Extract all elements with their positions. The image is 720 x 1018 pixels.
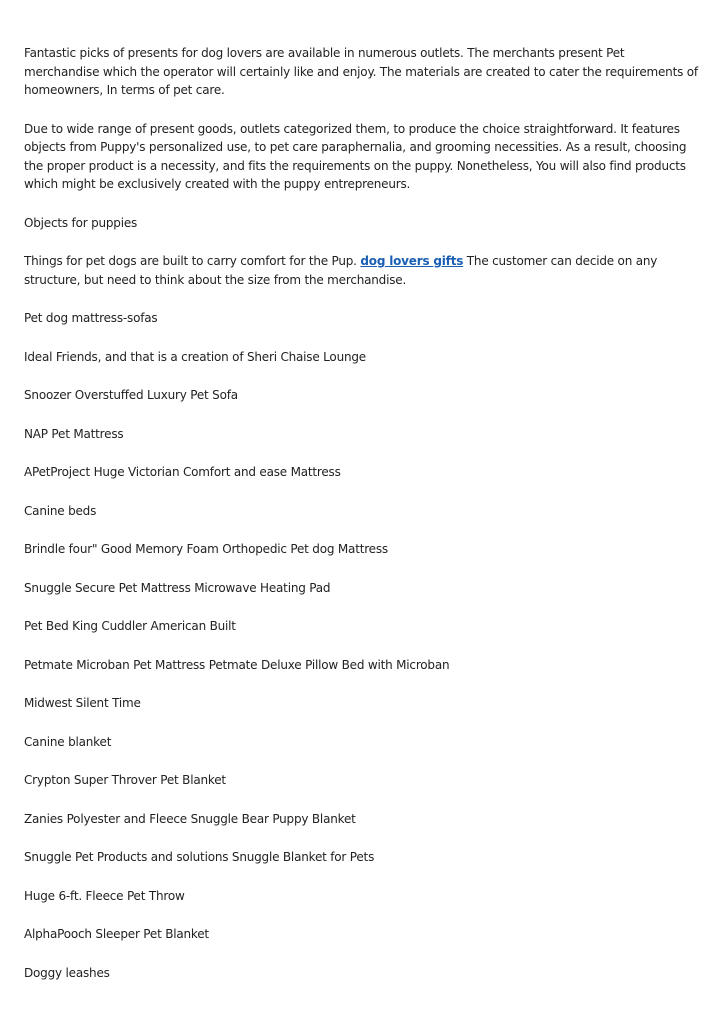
range-paragraph: Due to wide range of present goods, outlets categorized them, to produce the choice straightforward. It features objects from Puppy's personalized use, to pet care paraphernalia, and grooming necessities. As a result, choosing the proper product is a necessity, and fits the requirements on the puppy. Nonetheless, You will also find products which might be exclusively created with the puppy entrepreneurs.	[24, 121, 687, 191]
list-item: Zanies Polyester and Fleece Snuggle Bear Puppy Blanket	[24, 811, 356, 826]
list-item: Crypton Super Throver Pet Blanket	[24, 773, 226, 787]
list-item: Doggy leashes	[24, 965, 110, 980]
list-item: Midwest Silent Time	[24, 696, 141, 710]
things-paragraph	[24, 252, 700, 289]
intro-paragraph: Fantastic picks of presents for dog lovers are available in numerous outlets. The merchants present Pet merchandise which the operator will certainly like and enjoy. The materials are created to cater the requirements of homeowners, In terms of pet care.	[24, 46, 698, 97]
list-item: Snoozer Overstuffed Luxury Pet Sofa	[24, 388, 238, 402]
list-item: Ideal Friends, and that is a creation of Sheri Chaise Lounge	[24, 349, 366, 364]
list-item: Huge 6-ft. Fleece Pet Throw	[24, 888, 185, 903]
list-item: Brindle four" Good Memory Foam Orthopedic Pet dog Mattress	[24, 542, 388, 556]
objects-heading: Objects for puppies	[24, 215, 138, 230]
document-body	[24, 44, 700, 1002]
list-item: Canine blanket	[24, 734, 112, 749]
list-item: Snuggle Secure Pet Mattress Microwave Heating Pad	[24, 580, 331, 595]
things-text-before: Things for pet dogs are built to carry comfort for the Pup.	[24, 254, 361, 268]
dog-lovers-gifts-link[interactable]: dog lovers gifts	[360, 254, 464, 268]
list-item: Pet Bed King Cuddler American Built	[24, 619, 236, 633]
list-item: Pet dog mattress-sofas	[24, 311, 158, 325]
list-item: Canine beds	[24, 503, 97, 518]
list-item: NAP Pet Mattress	[24, 426, 124, 441]
list-item: Petmate Microban Pet Mattress Petmate Deluxe Pillow Bed with Microban	[24, 657, 450, 672]
list-item: APetProject Huge Victorian Comfort and ease Mattress	[24, 465, 341, 479]
things-text-after: The customer can decide on any structure, but need to think about the size from the merchandise.	[24, 254, 658, 287]
list-item: AlphaPooch Sleeper Pet Blanket	[24, 927, 209, 941]
list-item: Snuggle Pet Products and solutions Snuggle Blanket for Pets	[24, 850, 375, 864]
